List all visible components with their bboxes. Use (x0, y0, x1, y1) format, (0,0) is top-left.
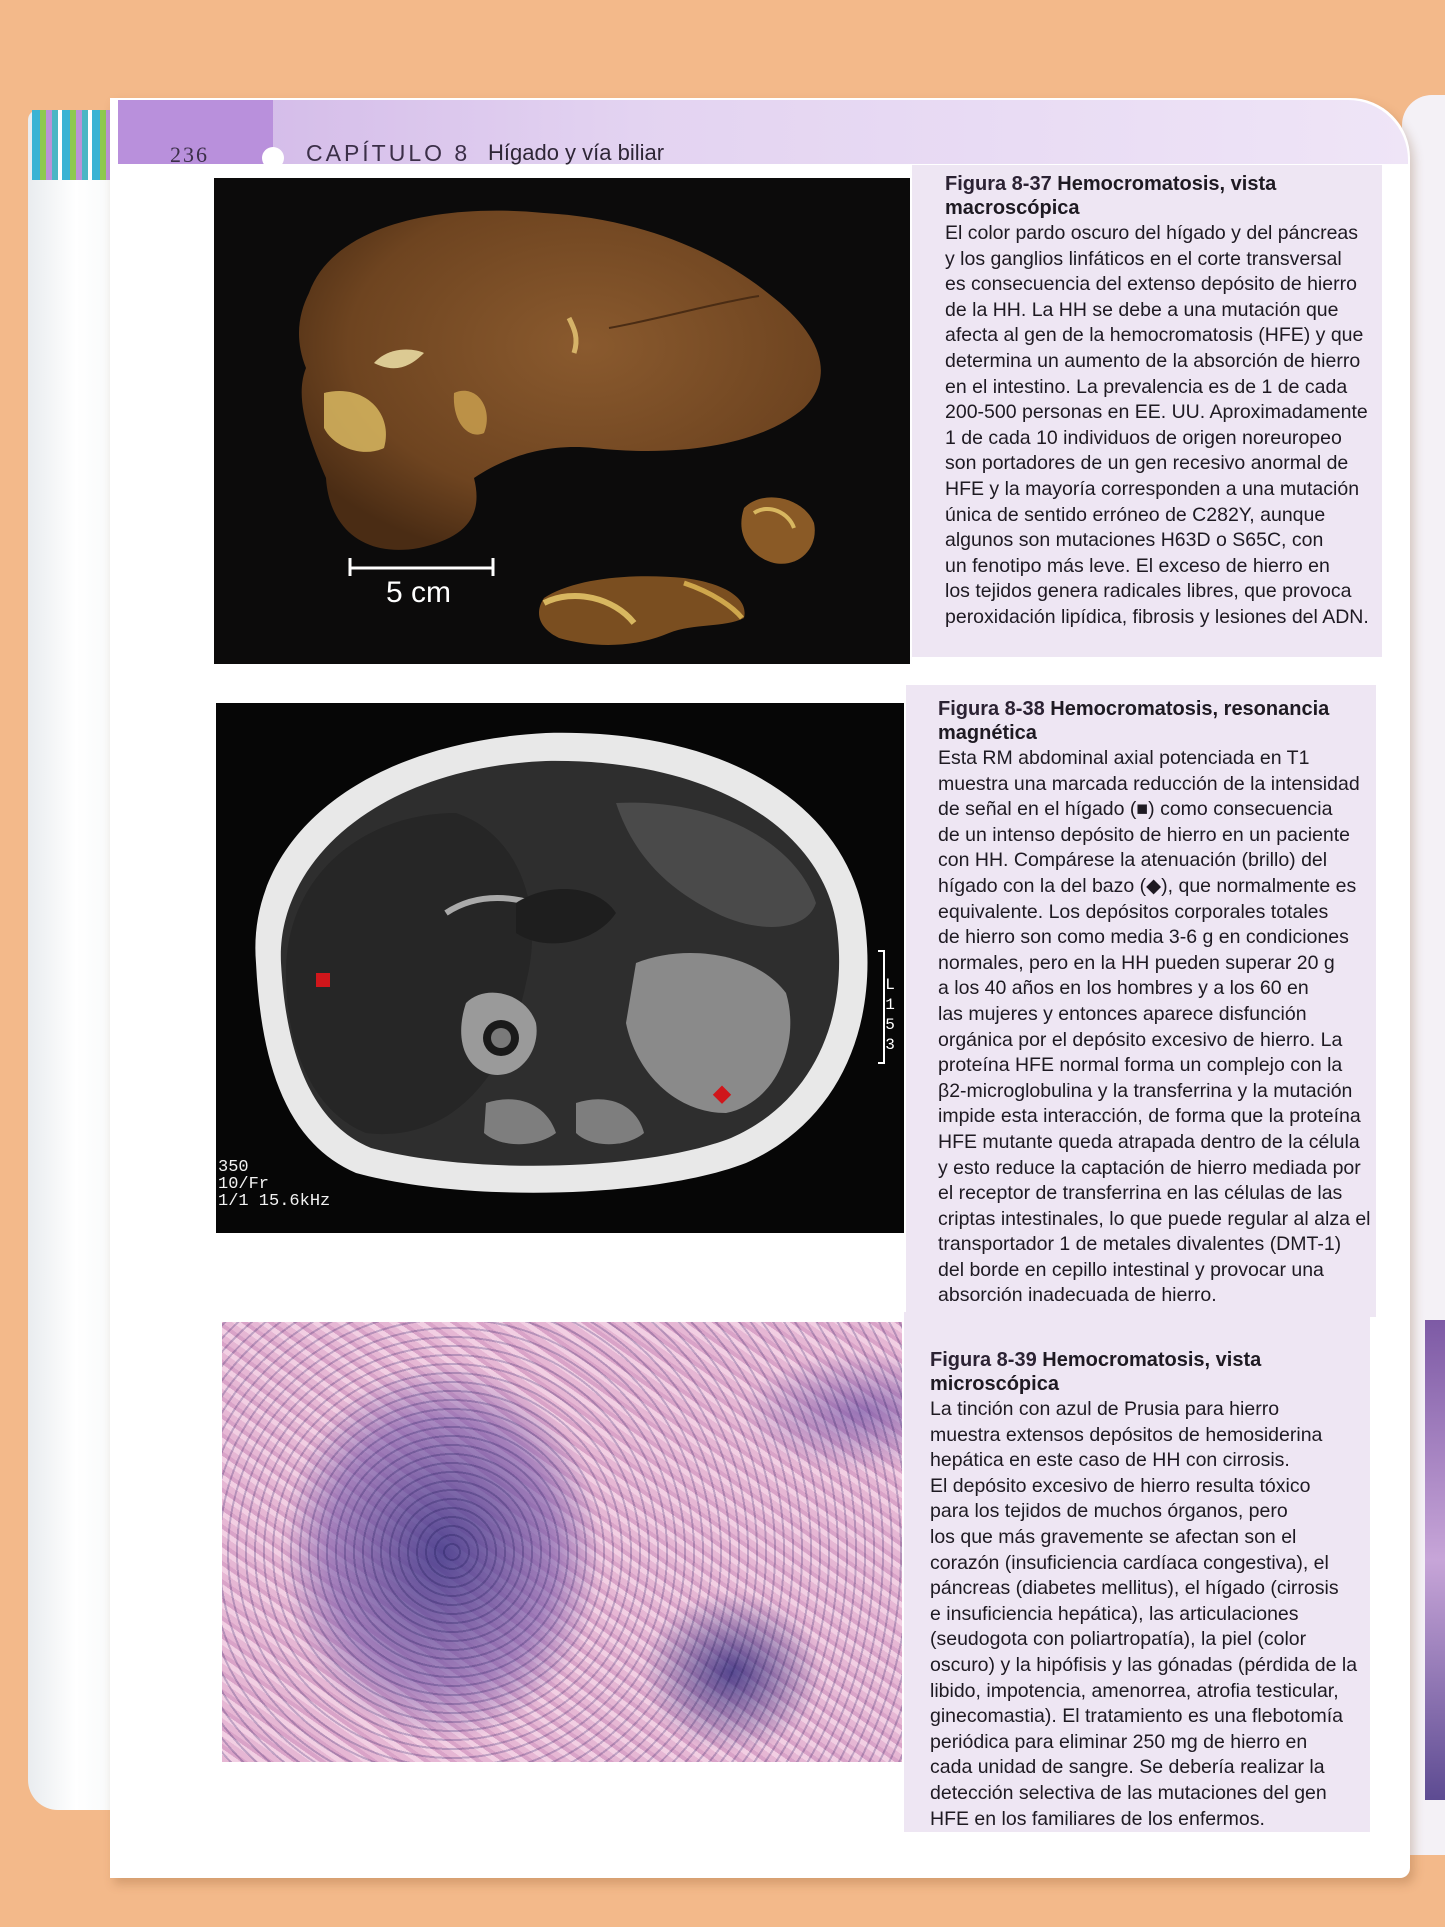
mri-side-labels (884, 975, 896, 1055)
caption-line: algunos son mutaciones H63D o S65C, con (945, 529, 1324, 552)
caption-line: El depósito excesivo de hierro resulta tóxico (930, 1474, 1311, 1497)
caption-line: El color pardo oscuro del hígado y del páncreas (945, 222, 1359, 244)
caption-line: y esto reduce la captación de hierro mediada por (938, 1156, 1361, 1179)
caption-body (930, 1397, 1370, 1832)
caption-line: el receptor de transferrina en las células de las (938, 1182, 1343, 1205)
caption-figure-8-38 (938, 697, 1374, 1309)
caption-line: y los ganglios linfáticos en el corte transversal (945, 247, 1342, 270)
caption-line: transportador 1 de metales divalentes (DMT-1) (938, 1233, 1342, 1256)
caption-line: HFE en los familiares de los enfermos. (930, 1807, 1265, 1830)
header-bullet (262, 147, 284, 169)
chapter-title: Hígado y vía biliar (488, 140, 665, 165)
caption-line: 1 de cada 10 individuos de origen noreuropeo (945, 426, 1342, 449)
caption-line: equivalente. Los depósitos corporales totales (938, 900, 1329, 923)
caption-line: son portadores de un gen recesivo anormal de (945, 452, 1349, 475)
caption-line: β2-microglobulina y la transferrina y la mutación (938, 1079, 1353, 1102)
caption-line: páncreas (diabetes mellitus), el hígado (cirrosis (930, 1577, 1339, 1600)
mri-corner-text (218, 1159, 330, 1210)
mri-side-char: 3 (885, 1036, 895, 1054)
figure-number: Figura 8-37 (945, 173, 1052, 195)
caption-line: con HH. Compárese la atenuación (brillo) del (938, 849, 1328, 872)
chapter-label: CAPÍTULO 8 (306, 140, 471, 166)
liver-specimen-drawing (214, 178, 910, 664)
caption-line: es consecuencia del extenso depósito de hierro (945, 273, 1357, 296)
caption-line: oscuro) y la hipófisis y las gónadas (pérdida de la (930, 1653, 1358, 1676)
figure-histology-image (222, 1322, 902, 1762)
caption-line: proteína HFE normal forma un complejo con la (938, 1054, 1343, 1077)
caption-line: de un intenso depósito de hierro en un paciente (938, 823, 1350, 846)
mri-side-char: 5 (885, 1016, 895, 1034)
caption-line: determina un aumento de la absorción de hierro (945, 349, 1361, 372)
figure-mri-image (216, 703, 904, 1233)
caption-line: HFE y la mayoría corresponden a una mutación (945, 477, 1360, 500)
caption-line: un fenotipo más leve. El exceso de hierro en (945, 554, 1330, 577)
caption-line: las mujeres y entonces aparece disfunción (938, 1002, 1307, 1025)
figure-number: Figura 8-38 (938, 698, 1045, 720)
caption-line: HFE mutante queda atrapada dentro de la célula (938, 1130, 1360, 1153)
page-number: 236 (170, 142, 209, 167)
caption-line: hepática en este caso de HH con cirrosis. (930, 1449, 1290, 1472)
caption-line: hígado con la del bazo (◆), que normalmente es (938, 874, 1357, 897)
mri-scan-drawing (216, 703, 904, 1233)
caption-line: para los tejidos de muchos órganos, pero (930, 1500, 1288, 1523)
caption-line: única de sentido erróneo de C282Y, aunque (945, 503, 1326, 526)
caption-line: (seudogota con poliartropatía), la piel (color (930, 1628, 1307, 1651)
caption-figure-8-39 (930, 1348, 1370, 1832)
facing-page-image-strip (1425, 1320, 1445, 1800)
caption-line: en el intestino. La prevalencia es de 1 de cada (945, 375, 1348, 398)
color-tabs (32, 110, 118, 180)
caption-figure-8-37 (945, 172, 1377, 631)
mri-corner-line: 10/Fr (218, 1175, 270, 1194)
caption-heading (945, 172, 1377, 220)
caption-line: corazón (insuficiencia cardíaca congestiva), el (930, 1551, 1329, 1574)
caption-line: detección selectiva de las mutaciones del gen (930, 1781, 1327, 1804)
caption-line: Esta RM abdominal axial potenciada en T1 (938, 747, 1310, 769)
figure-title: Hemocromatosis, resonancia magnética (938, 698, 1330, 744)
caption-line: normales, pero en la HH pueden superar 20 g (938, 951, 1335, 974)
caption-line: muestra extensos depósitos de hemosiderina (930, 1423, 1323, 1446)
caption-line: los que más gravemente se afectan son el (930, 1525, 1297, 1548)
caption-line: de señal en el hígado (■) como consecuencia (938, 798, 1333, 821)
caption-body (945, 221, 1377, 631)
caption-line: de hierro son como media 3-6 g en condiciones (938, 926, 1349, 949)
figure-title: Hemocromatosis, vista macroscópica (945, 173, 1277, 219)
caption-line: los tejidos genera radicales libres, que provoca (945, 580, 1352, 603)
mri-corner-line: 1/1 15.6kHz (218, 1192, 331, 1211)
mri-corner-line: 350 (218, 1158, 249, 1177)
caption-line: muestra una marcada reducción de la intensidad (938, 772, 1360, 795)
caption-line: 200-500 personas en EE. UU. Aproximadamente (945, 401, 1368, 424)
figure-number: Figura 8-39 (930, 1349, 1037, 1371)
caption-line: peroxidación lipídica, fibrosis y lesiones del ADN. (945, 605, 1369, 628)
caption-line: ginecomastia). El tratamiento es una flebotomía (930, 1705, 1343, 1728)
caption-line: del borde en cepillo intestinal y provocar una (938, 1258, 1324, 1281)
caption-line: periódica para eliminar 250 mg de hierro en (930, 1730, 1308, 1753)
caption-line: La tinción con azul de Prusia para hierro (930, 1398, 1280, 1420)
caption-body (938, 746, 1374, 1309)
caption-line: de la HH. La HH se debe a una mutación que (945, 298, 1339, 321)
caption-line: criptas intestinales, lo que puede regular al alza el (938, 1207, 1371, 1230)
caption-line: cada unidad de sangre. Se debería realizar la (930, 1756, 1325, 1779)
figure-title: Hemocromatosis, vista microscópica (930, 1349, 1262, 1395)
caption-line: orgánica por el depósito excesivo de hierro. La (938, 1028, 1343, 1051)
scale-bar-label: 5 cm (386, 576, 452, 609)
caption-line: a los 40 años en los hombres y a los 60 en (938, 977, 1309, 1000)
caption-heading (930, 1348, 1370, 1396)
caption-line: absorción inadecuada de hierro. (938, 1284, 1217, 1307)
caption-line: libido, impotencia, amenorrea, atrofia testicular, (930, 1679, 1339, 1702)
caption-line: e insuficiencia hepática), las articulaciones (930, 1602, 1299, 1625)
mri-side-char: L (885, 976, 895, 994)
caption-line: afecta al gen de la hemocromatosis (HFE) y que (945, 324, 1364, 347)
mri-side-char: 1 (885, 996, 895, 1014)
figure-gross-liver-image (214, 178, 910, 664)
caption-line: impide esta interacción, de forma que la proteína (938, 1105, 1361, 1128)
caption-heading (938, 697, 1374, 745)
